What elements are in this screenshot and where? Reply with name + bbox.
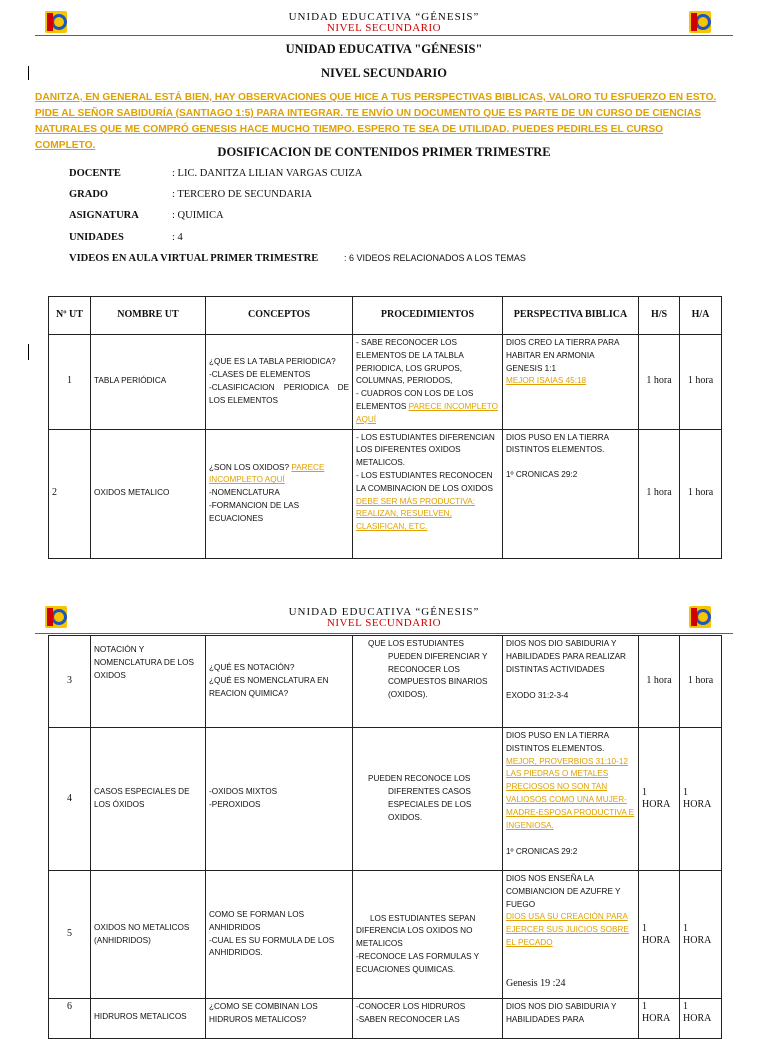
table-row <box>49 636 722 728</box>
row-hs: 1 HORA <box>639 728 680 871</box>
review-comment-link[interactable]: DEBE SER MÁS PRODUCTIVA: REALIZAN, RESUELVEN, CLASIFICAN, ETC. <box>356 496 476 532</box>
reviewer-note: DANITZA, EN GENERAL ESTÁ BIEN, HAY OBSERVACIONES QUE HICE A TUS PERSPECTIVAS BIBLICAS, VALORO TU ESFUERZO EN ESTO. PIDE AL SEÑOR SABIDURÍA (SANTIAGO 1:5) PARA INTEGRAR. TE ENVÍO UN DOCUMENTO QUE ES PARTE DE UN CURSO DE CIENCIAS NATURALES QUE ME COMPRÓ GENESIS HACE MUCHO TIEMPO. ESPERO TE SEA DE UTILIDAD. PUEDES PEDIRLES EL CURSO COMPLETO. <box>35 92 717 151</box>
row-perspective: DIOS PUSO EN LA TIERRA DISTINTOS ELEMENTOS. MEJOR, PROVERBIOS 31:10-12 LAS PIEDRAS O METALES PRECIOSOS NO SON TAN VALIOSOS COMO UNA MUJER-MADRE-ESPOSA PRODUCTIVA E INGENIOSA. 1º CRONICAS 29:2 <box>503 728 639 871</box>
review-comment-link[interactable]: MEJOR, PROVERBIOS 31:10-12 LAS PIEDRAS O METALES PRECIOSOS NO SON TAN VALIOSOS COMO UNA MUJER-MADRE-ESPOSA PRODUCTIVA E INGENIOSA. <box>506 756 635 830</box>
meta-key: DOCENTE <box>69 168 121 179</box>
row-concepts: ¿SON LOS OXIDOS? PARECE INCOMPLETO AQUÍ -NOMENCLATURA -FORMANCION DE LAS ECUACIONES <box>206 429 353 558</box>
row-hs: 1 HORA <box>639 999 680 1039</box>
text-cursor <box>28 344 29 360</box>
header-school-name: UNIDAD EDUCATIVA “GÉNESIS” <box>288 11 480 23</box>
meta-key: GRADO <box>69 189 109 200</box>
school-logo-right <box>688 10 712 34</box>
meta-value: : LIC. DANITZA LILIAN VARGAS CUIZA <box>172 168 363 179</box>
col-header-concepts: CONCEPTOS <box>206 297 353 335</box>
row-concepts: COMO SE FORMAN LOS ANHIDRIDOS -CUAL ES SU FORMULA DE LOS ANHIDRIDOS. <box>206 871 353 999</box>
table-row <box>49 999 722 1039</box>
content-table-page2 <box>48 635 722 1039</box>
col-header-procedures: PROCEDIMIENTOS <box>353 297 503 335</box>
col-header-num: Nº UT <box>49 297 91 335</box>
doc-school-title: UNIDAD EDUCATIVA "GÉNESIS" <box>285 42 483 56</box>
table-row <box>49 871 722 999</box>
row-concepts: ¿QUE ES LA TABLA PERIODICA? -CLASES DE ELEMENTOS -CLASIFICACION PERIODICA DE LOS ELEMENTOS <box>206 335 353 430</box>
row-num: 4 <box>49 728 91 871</box>
row-hs: 1 hora <box>639 429 680 558</box>
row-num: 6 <box>49 999 91 1039</box>
row-ha: 1 HORA <box>680 871 722 999</box>
row-procedures: -CONOCER LOS HIDRUROS -SABEN RECONOCER LAS <box>353 999 503 1039</box>
review-comment-link[interactable]: MEJOR ISAIAS 45:18 <box>506 376 587 386</box>
row-procedures: QUE LOS ESTUDIANTES PUEDEN DIFERENCIAR Y RECONOCER LOS COMPUESTOS BINARIOS (OXIDOS). <box>353 636 503 728</box>
header-school-name: UNIDAD EDUCATIVA “GÉNESIS” <box>288 606 480 618</box>
row-procedures: PUEDEN RECONOCE LOS DIFERENTES CASOS ESPECIALES DE LOS OXIDOS. <box>353 728 503 871</box>
table-row <box>49 429 722 558</box>
row-name: TABLA PERIÓDICA <box>91 335 206 430</box>
row-perspective: DIOS NOS DIO SABIDURIA Y HABILIDADES PARA <box>503 999 639 1039</box>
row-ha: 1 HORA <box>680 999 722 1039</box>
logo-icon <box>688 10 712 34</box>
page-header <box>0 10 768 40</box>
header-level: NIVEL SECUNDARIO <box>326 617 442 629</box>
row-name: NOTACIÓN Y NOMENCLATURA DE LOS OXIDOS <box>91 636 206 728</box>
row-num: 3 <box>49 636 91 728</box>
row-hs: 1 HORA <box>639 871 680 999</box>
review-comment-link[interactable]: PARECE INCOMPLETO AQUÍ <box>356 401 498 424</box>
review-comment-link[interactable]: DIOS USA SU CREACIÓN PARA EJERCER SUS JUICIOS SOBRE EL PECADO <box>506 912 629 947</box>
row-name: CASOS ESPECIALES DE LOS ÓXIDOS <box>91 728 206 871</box>
row-num: 5 <box>49 871 91 999</box>
row-perspective: DIOS NOS ENSEÑA LA COMBIANCION DE AZUFRE Y FUEGO DIOS USA SU CREACIÓN PARA EJERCER SUS JUICIOS SOBRE EL PECADO Genesis 19 :24 <box>503 871 639 999</box>
row-hs: 1 hora <box>639 636 680 728</box>
meta-key: VIDEOS EN AULA VIRTUAL PRIMER TRIMESTRE <box>69 253 319 264</box>
row-name: OXIDOS METALICO <box>91 429 206 558</box>
doc-title: DOSIFICACION DE CONTENIDOS PRIMER TRIMESTRE <box>217 145 551 159</box>
table-row <box>49 335 722 430</box>
row-procedures: - SABE RECONOCER LOS ELEMENTOS DE LA TALBLA PERIODICA, LOS GRUPOS, COLUMNAS, PERIODOS, - CUADROS CON LOS DE LOS ELEMENTOS PARECE INCOMPLETO AQUÍ <box>353 335 503 430</box>
meta-key: UNIDADES <box>69 232 124 243</box>
row-num: 2 <box>49 429 91 558</box>
doc-level-title: NIVEL SECUNDARIO <box>320 66 448 80</box>
row-perspective: DIOS PUSO EN LA TIERRA DISTINTOS ELEMENTOS. 1º CRONICAS 29:2 <box>503 429 639 558</box>
header-rule <box>35 35 733 36</box>
row-perspective: DIOS NOS DIO SABIDURIA Y HABILIDADES PARA REALIZAR DISTINTAS ACTIVIDADES EXODO 31:2-3-4 <box>503 636 639 728</box>
row-name: HIDRUROS METALICOS <box>91 999 206 1039</box>
col-header-ha: H/A <box>680 297 722 335</box>
meta-value: : TERCERO DE SECUNDARIA <box>172 189 313 200</box>
row-concepts: -OXIDOS MIXTOS -PEROXIDOS <box>206 728 353 871</box>
row-name: OXIDOS NO METALICOS (ANHIDRIDOS) <box>91 871 206 999</box>
table-row <box>49 728 722 871</box>
row-ha: 1 HORA <box>680 728 722 871</box>
row-concepts: ¿COMO SE COMBINAN LOS HIDRUROS METALICOS? <box>206 999 353 1039</box>
table-header-row <box>49 297 722 335</box>
meta-value: : 4 <box>172 232 183 243</box>
col-header-perspective: PERSPECTIVA BIBLICA <box>503 297 639 335</box>
row-ha: 1 hora <box>680 335 722 430</box>
row-num: 1 <box>49 335 91 430</box>
col-header-hs: H/S <box>639 297 680 335</box>
meta-value: : QUIMICA <box>172 210 224 221</box>
row-procedures: - LOS ESTUDIANTES DIFERENCIAN LOS DIFERENTES OXIDOS METALICOS. - LOS ESTUDIANTES RECONOCEN LA COMBINACION DE LOS OXIDOS DEBE SER MÁS PRODUCTIVA: REALIZAN, RESUELVEN, CLASIFICAN, ETC. <box>353 429 503 558</box>
page-header <box>0 605 768 635</box>
meta-value: : 6 VIDEOS RELACIONADOS A LOS TEMAS <box>344 253 526 263</box>
row-procedures: LOS ESTUDIANTES SEPAN DIFERENCIA LOS OXIDOS NO METALICOS -RECONOCE LAS FORMULAS Y ECUACIONES QUIMICAS. <box>353 871 503 999</box>
header-level: NIVEL SECUNDARIO <box>326 22 442 34</box>
col-header-name: NOMBRE UT <box>91 297 206 335</box>
review-comment-link[interactable]: PARECE INCOMPLETO AQUÍ <box>209 462 325 485</box>
content-table-page1 <box>48 296 722 559</box>
row-hs: 1 hora <box>639 335 680 430</box>
row-ha: 1 hora <box>680 636 722 728</box>
header-rule <box>35 633 733 634</box>
meta-key: ASIGNATURA <box>69 210 139 221</box>
logo-icon <box>688 605 712 629</box>
school-logo-right <box>688 605 712 629</box>
row-ha: 1 hora <box>680 429 722 558</box>
row-perspective: DIOS CREO LA TIERRA PARA HABITAR EN ARMONIA GENESIS 1:1 MEJOR ISAIAS 45:18 <box>503 335 639 430</box>
row-concepts: ¿QUÉ ES NOTACIÓN? ¿QUÉ ES NOMENCLATURA EN REACION QUIMICA? <box>206 636 353 728</box>
